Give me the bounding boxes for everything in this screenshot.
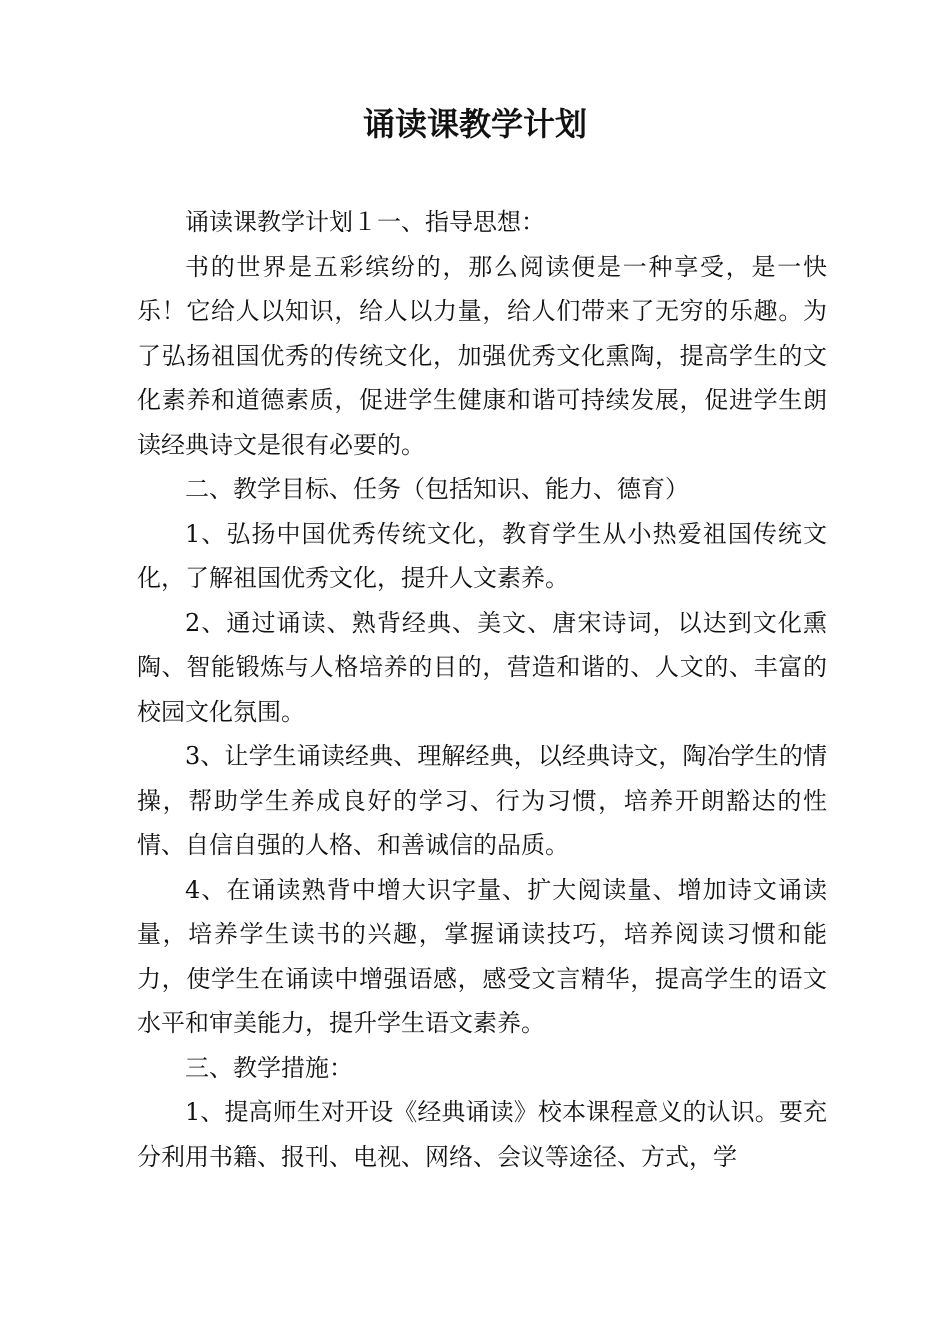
paragraph-goals-heading: 二、教学目标、任务（包括知识、能力、德育）	[185, 475, 689, 503]
paragraph-measures-heading: 三、教学措施：	[185, 1053, 353, 1082]
paragraph-goal-2: 2、通过诵读、熟背经典、美文、唐宋诗词，以达到文化熏陶、智能锻炼与人格培养的目的，营造和谐的、人文的、丰富的校园文化氛围。	[137, 608, 827, 726]
paragraph-goal-4: 4、在诵读熟背中增大识字量、扩大阅读量、增加诗文诵读量，培养学生读书的兴趣，掌握诵读技巧，培养阅读习惯和能力，使学生在诵读中增强语感，感受文言精华，提高学生的语文水平和审美能力，提升学生语文素养。	[137, 875, 827, 1037]
page-title: 诵读课教学计划	[362, 105, 587, 143]
document-body	[137, 200, 827, 1179]
paragraph-goal-3: 3、让学生诵读经典、理解经典，以经典诗文，陶冶学生的情操，帮助学生养成良好的学习、行为习惯，培养开朗豁达的性情、自信自强的人格、和善诚信的品质。	[137, 742, 827, 859]
paragraph-measure-1: 1、提高师生对开设《经典诵读》校本课程意义的认识。要充分利用书籍、报刊、电视、网络、会议等途径、方式，学	[137, 1098, 827, 1171]
paragraph-guiding-ideology-heading: 诵读课教学计划１一、指导思想：	[185, 208, 545, 236]
paragraph-goal-1: 1、弘扬中国优秀传统文化，教育学生从小热爱祖国传统文化，了解祖国优秀文化，提升人文素养。	[137, 519, 827, 592]
paragraph-guiding-ideology: 书的世界是五彩缤纷的，那么阅读便是一种享受，是一快乐！它给人以知识，给人以力量，给人们带来了无穷的乐趣。为了弘扬祖国优秀的传统文化，加强优秀文化熏陶，提高学生的文化素养和道德素质，促进学生健康和谐可持续发展，促进学生朗读经典诗文是很有必要的。	[137, 252, 827, 459]
